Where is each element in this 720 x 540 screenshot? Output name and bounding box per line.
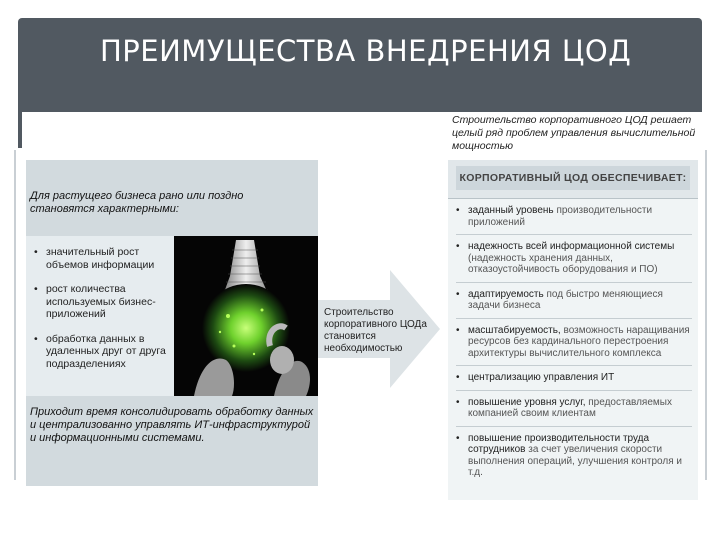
list-item: • обработка данных в удаленных друг от друга подразделениях [34,332,166,370]
list-item: • повышение уровня услуг, предоставляемых компанией своим клиентам [456,397,692,427]
list-item: • повышение производительности труда сотрудников за счет увеличения скорости выполнения операций, улучшения контроля и т.д. [456,432,682,478]
slide-content [22,112,702,506]
list-item: • рост количества используемых бизнес-приложений [34,283,156,320]
right-panel-header: КОРПОРАТИВНЫЙ ЦОД ОБЕСПЕЧИВАЕТ: [456,166,690,190]
list-item: • заданный уровень производительности приложений [456,205,692,235]
atlas-globe-image [174,236,318,396]
bullet-icon: • [34,246,38,258]
frame-line-right [705,150,707,480]
right-bullet-list [448,198,698,505]
list-item: • адаптируемость под быстро меняющиеся задачи бизнеса [456,289,692,319]
bullet-icon: • [456,205,460,216]
slide-title: ПРЕИМУЩЕСТВА ВНЕДРЕНИЯ ЦОД [100,34,632,68]
bullet-icon: • [34,332,38,345]
list-item: • надежность всей информационной системы (надежность хранения данных, отказоустойчивость оборудования и ПО) [456,241,692,283]
list-item: • значительный рост объемов информации [34,246,155,271]
arrow-text: Строительство корпоративного ЦОДа становится необходимостью [324,307,427,354]
atlas-globe-icon [174,236,318,396]
bullet-icon: • [456,432,460,444]
bottom-margin [0,500,720,540]
left-bullet-list [26,236,174,396]
top-note: Строительство корпоративного ЦОД решает целый ряд проблем управления вычислительной мощностью [452,114,696,152]
bullet-icon: • [456,372,460,383]
list-item: • масштабируемость, возможность наращивания ресурсов без кардинального перестроения архитектуры вычислительного комплекса [456,325,692,367]
bullet-icon: • [34,283,38,295]
left-panel [26,160,318,486]
list-item: • централизацию управления ИТ [456,372,692,391]
bullet-icon: • [456,396,460,408]
left-intro-text: Для растущего бизнеса рано или поздно становятся характерными: [30,190,244,215]
right-panel [448,160,698,504]
frame-line-left [14,150,16,480]
left-conclusion-text: Приходит время консолидировать обработку данных и централизованно управлять ИТ-инфраструктурой и информационными системами. [30,406,314,444]
bullet-icon: • [456,324,460,336]
bullet-icon: • [456,288,460,300]
bullet-icon: • [456,241,460,252]
